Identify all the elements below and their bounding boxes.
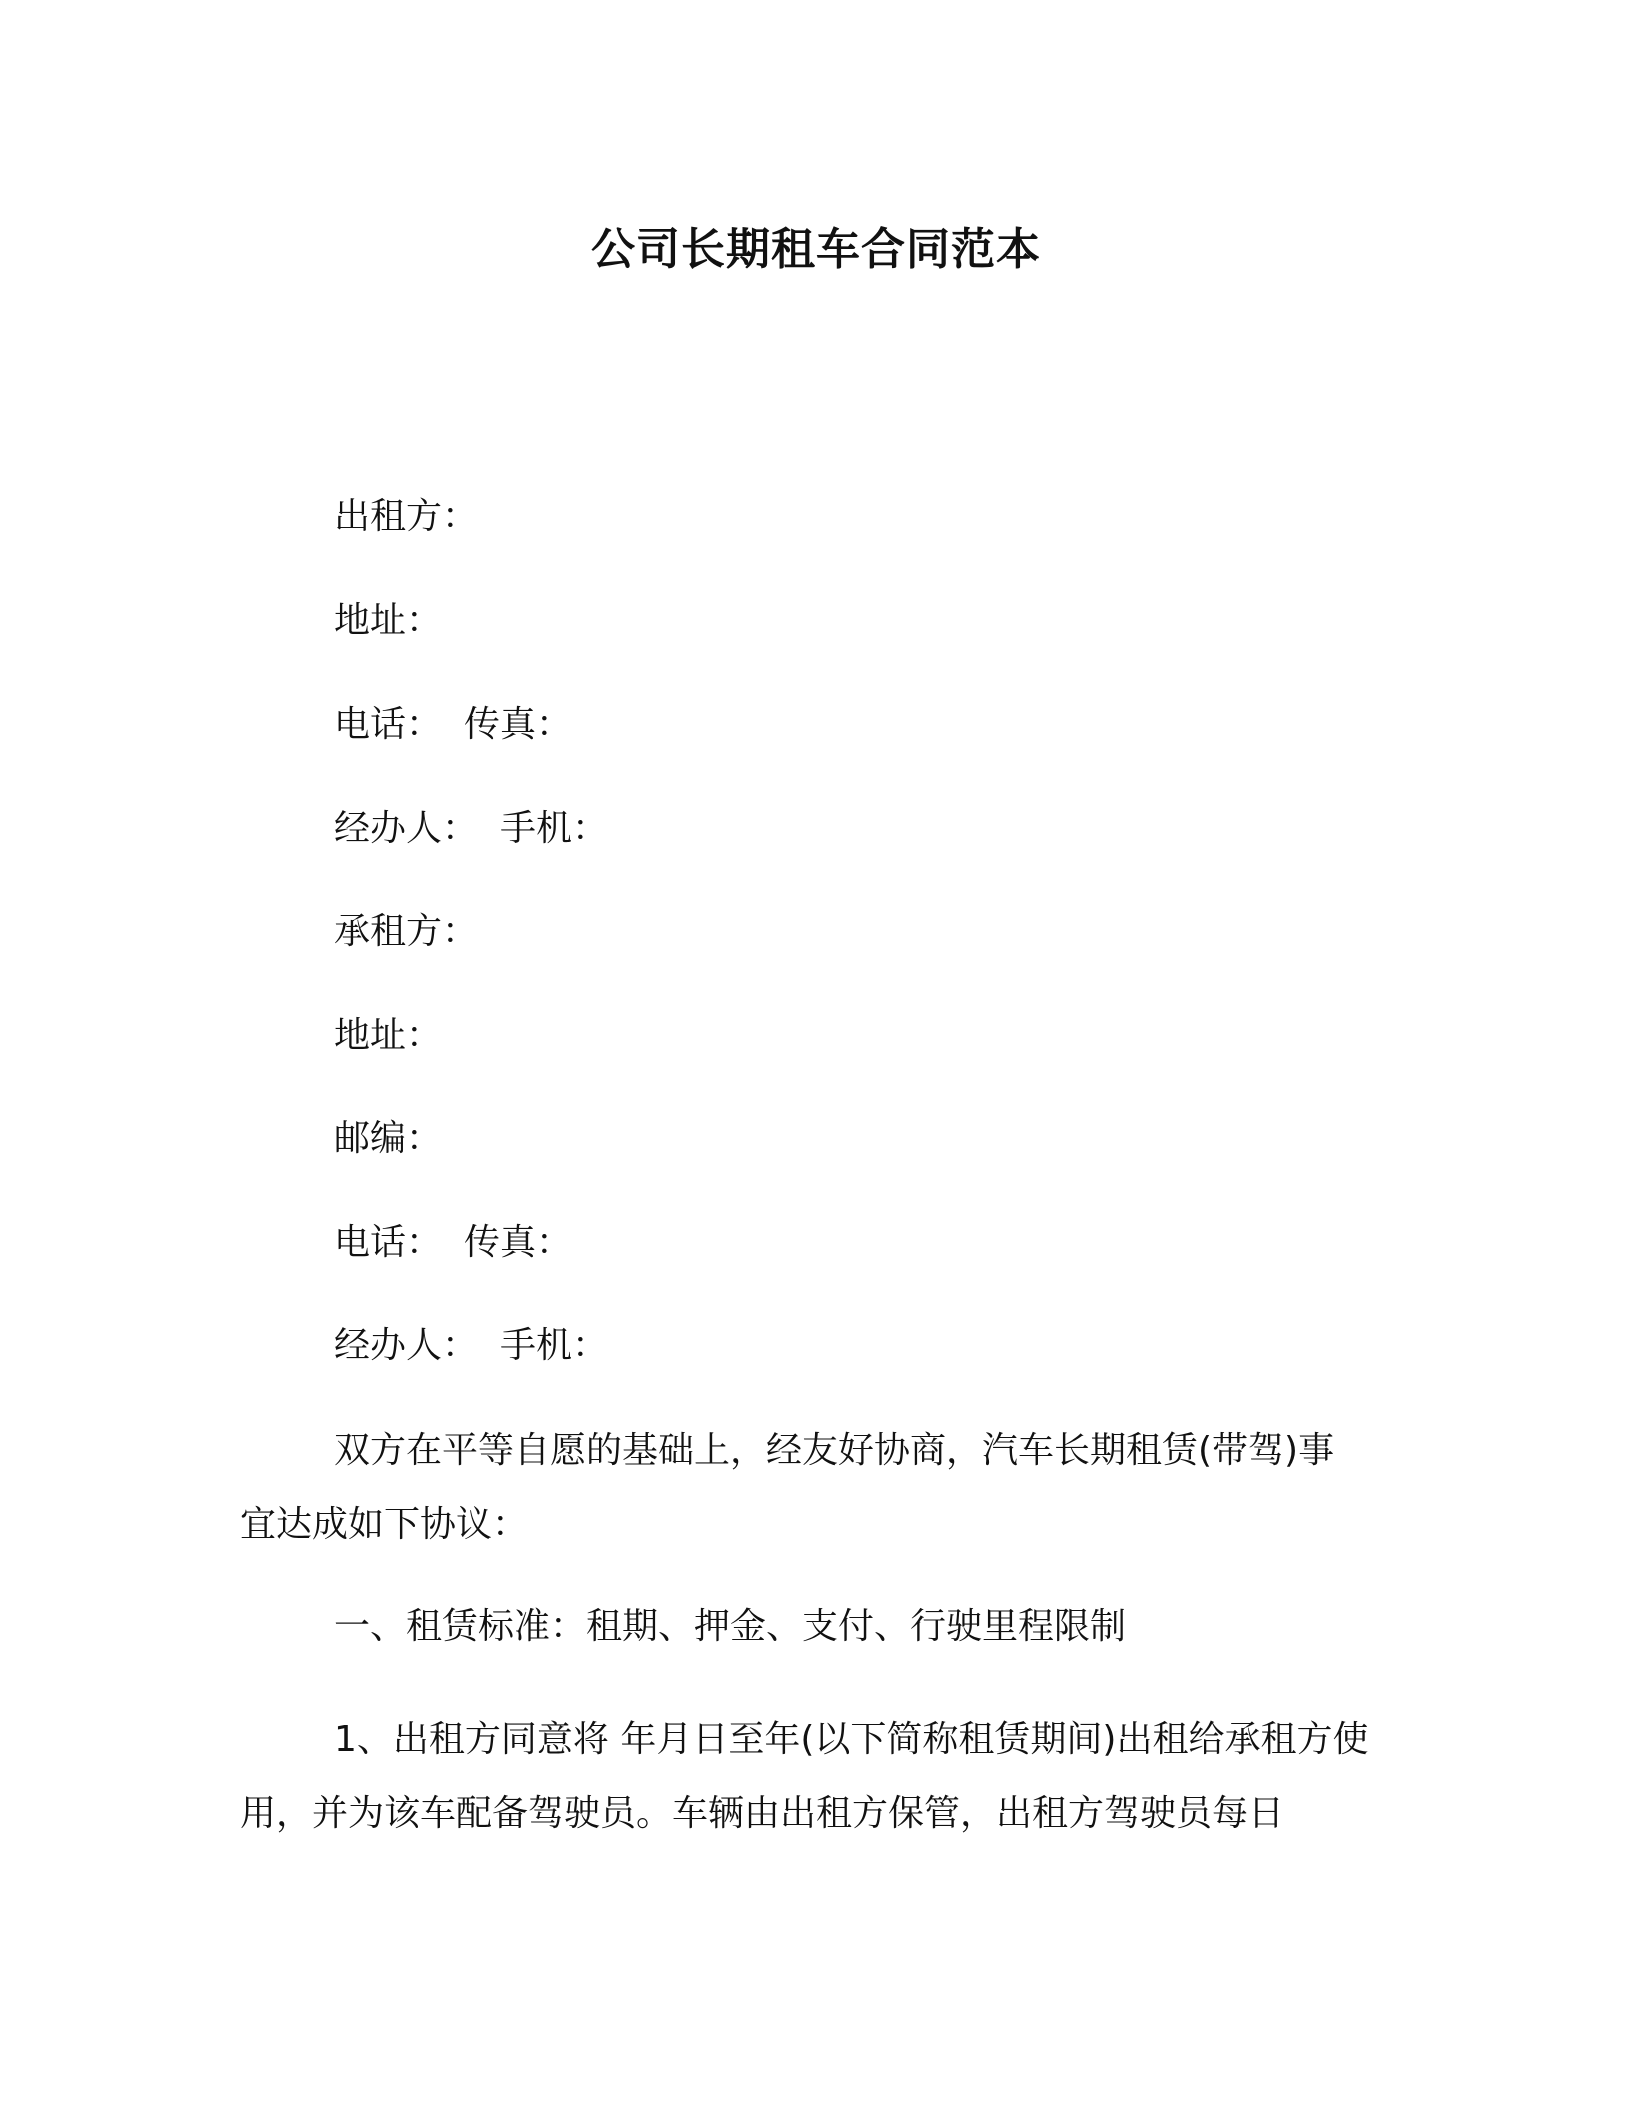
lessee-contact-field [334,1218,572,1268]
lessee-mobile-label: 手机： [500,1325,609,1366]
lessee-address-label: 地址： [334,1015,443,1056]
lessee-fax-label: 传真： [464,1222,573,1263]
lessee-postcode-label: 邮编： [334,1118,443,1159]
lessee-agent-label: 经办人： [334,1325,479,1366]
lessee-agent-field [334,1321,608,1371]
lessor-contact-field [334,700,572,750]
preamble-paragraph: 双方在平等自愿的基础上，经友好协商，汽车长期租赁(带驾)事宜达成如下协议： [240,1430,1335,1545]
lessor-mobile-label: 手机： [500,808,609,849]
document-title: 公司长期租车合同范本 [591,224,1041,275]
lessee-phone-label: 电话： [334,1222,443,1263]
section-1-heading: 一、租赁标准：租期、押金、支付、行驶里程限制 [334,1606,1127,1647]
lessor-address-label: 地址： [334,600,443,641]
lessor-address-field [334,596,442,646]
lessee-address-field [334,1011,442,1061]
lessor-agent-field [334,804,608,854]
lessor-name-label: 出租方： [334,496,479,537]
lessor-fax-label: 传真： [464,704,573,745]
lessor-name-field [334,492,478,542]
lessee-name-field [334,907,478,957]
lessee-name-label: 承租方： [334,911,479,952]
lessee-postcode-field [334,1114,442,1164]
clause-1-paragraph: 1、出租方同意将 年月日至年(以下简称租赁期间)出租给承租方使用，并为该车配备驾驶员。车辆由出租方保管，出租方驾驶员每日 [240,1719,1369,1834]
lessor-agent-label: 经办人： [334,808,479,849]
lessor-phone-label: 电话： [334,704,443,745]
